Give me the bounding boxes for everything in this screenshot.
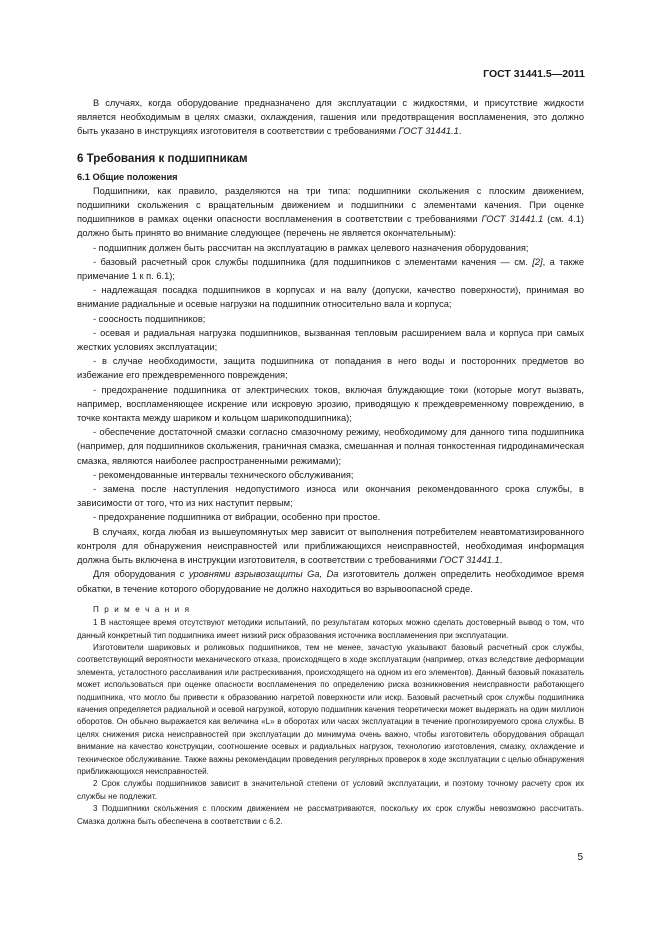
page-body [77, 96, 584, 828]
reference-link: ГОСТ 31441.1 [398, 126, 459, 137]
emphasis-text: с уровнями взрывозащиты Ga, Da [179, 569, 339, 580]
notes-block [77, 604, 584, 828]
list-item: - в случае необходимости, защита подшипника от попадания в него воды и посторонних предметов во избежание его преждевременного повреждения; [77, 356, 584, 381]
reference-link: [2] [532, 256, 543, 267]
notes-title: П р и м е ч а н и я [93, 604, 191, 614]
bearing-types-paragraph: Подшипники, как правило, разделяются на три типа: подшипники скольжения с плоским движением, подшипники скольжения с вращательным движением и подшипники с элементами качения. При оценке подшипников в рамках оценки опасности воспламенения в соответствии с требованиями ГОСТ 31441.1 (см. 4.1) должно быть принято во внимание следующее (перечень не является окончательным): [77, 185, 585, 239]
note-item: 2 Срок службы подшипников зависит в значительной степени от условий эксплуатации, и поэтому точному расчету срок их службы не подлежит. [77, 779, 584, 801]
list-item: - соосность подшипников; [93, 313, 206, 324]
note-item: Изготовители шариковых и роликовых подшипников, тем не менее, зачастую указывают базовый расчетный срок службы, соответствующий вероятности механического отказа, происходящего в ходе эксплуатации (например, отказ вследствие деформации элемента, усталостного расслаивания или растрескивания, происходящего на одном из его элементов). Данный базовый показатель может использоваться при оценке опасности воспламенения по определению риска возникновения неисправности работающего подшипника, что могло бы привести к образованию нагретой поверхности или искр. Базовый расчетный срок службы подшипника качения определяется радиальной и осевой нагрузкой, которую подшипник качения теоретически может выдержать на один миллион оборотов. Он обычно выражается как величина «L» в оборотах или часах эксплуатации в течение прогнозируемого срока службы. В целях снижения риска неисправностей при эксплуатации до минимума очень важно, чтобы изготовитель оборудования обращал внимание на качество конструкции, соотношение осевых и радиальных нагрузок, технологию изготовления, смазку, охлаждение и техническое обслуживание. Также важны рекомендации проведения регулярных проверок в ходе эксплуатации с целью обнаружения приближающихся неисправностей. [77, 642, 584, 776]
reference-link: ГОСТ 31441.1 [481, 214, 544, 225]
intro-paragraph: В случаях, когда оборудование предназначено для эксплуатации с жидкостями, и присутствие жидкости является необходимым в целях смазки, охлаждения, гашения или предотвращения воспламенения, это должно быть указано в инструкциях изготовителя в соответствии с требованиями ГОСТ 31441.1. [77, 98, 584, 137]
list-item: - замена после наступления недопустимого износа или окончания рекомендованного срока службы, в зависимости от того, что из них наступит первым; [77, 484, 584, 509]
list-item: - осевая и радиальная нагрузка подшипников, вызванная тепловым расширением вала и корпуса при самых жестких условиях эксплуатации; [77, 327, 584, 353]
list-item: - базовый расчетный срок службы подшипника (для подшипников с элементами качения — см. [2], а также примечание 1 к п. 6.1); [77, 256, 584, 282]
page-number: 5 [577, 852, 583, 863]
list-item: - рекомендованные интервалы технического обслуживания; [93, 469, 354, 480]
list-item: - надлежащая посадка подшипников в корпусах и на валу (допуски, качество поверхности), принимая во внимание радиальные и осевые нагрузки на подшипник относительно вала и корпуса; [77, 285, 584, 310]
section-title: 6 Требования к подшипникам [77, 151, 248, 165]
standard-number: ГОСТ 31441.5—2011 [483, 68, 585, 80]
list-item: - предохранение подшипника от вибрации, особенно при простое. [93, 512, 381, 523]
list-item: - подшипник должен быть рассчитан на эксплуатацию в рамках целевого назначения оборудования; [93, 242, 529, 253]
run-in-paragraph: Для оборудования с уровнями взрывозащиты Ga, Da изготовитель должен определить необходимое время обкатки, в течение которого оборудование не должно находиться во взрывоопасной среде. [77, 569, 584, 594]
subsection-title: 6.1 Общие положения [77, 171, 178, 182]
manual-control-paragraph: В случаях, когда любая из вышеупомянутых мер зависит от выполнения потребителем неавтоматизированного контроля для обнаружения неисправностей или приближающихся неисправностей, необходимая информация должна быть включена в инструкции изготовителя, в соответствии с требованиями ГОСТ 31441.1. [77, 526, 584, 566]
reference-link: ГОСТ 31441.1 [439, 555, 500, 566]
list-item: - предохранение подшипника от электрических токов, включая блуждающие токи (которые могут вызвать, например, воспламеняющее искрение или искровую эрозию, приводящую к преждевременному повреждению, в точке контакта между шариком и кольцом шарикоподшипника); [77, 384, 584, 424]
note-item: 1 В настоящее время отсутствуют методики испытаний, по результатам которых можно сделать достоверный вывод о том, что данный конкретный тип подшипника имеет низкий риск образования источника воспламенения при эксплуатации. [77, 618, 584, 640]
note-item: 3 Подшипники скольжения с плоским движением не рассматриваются, поскольку их срок службы невозможно рассчитать. Смазка должна быть обеспечена в соответствии с 6.2. [77, 804, 584, 826]
list-item: - обеспечение достаточной смазки согласно смазочному режиму, необходимому для данного типа подшипника (например, для подшипников скольжения, граничная смазка, смешанная и полная тонкостенная гидродинамическая смазка, являются наиболее распространенными режимами); [77, 427, 584, 466]
